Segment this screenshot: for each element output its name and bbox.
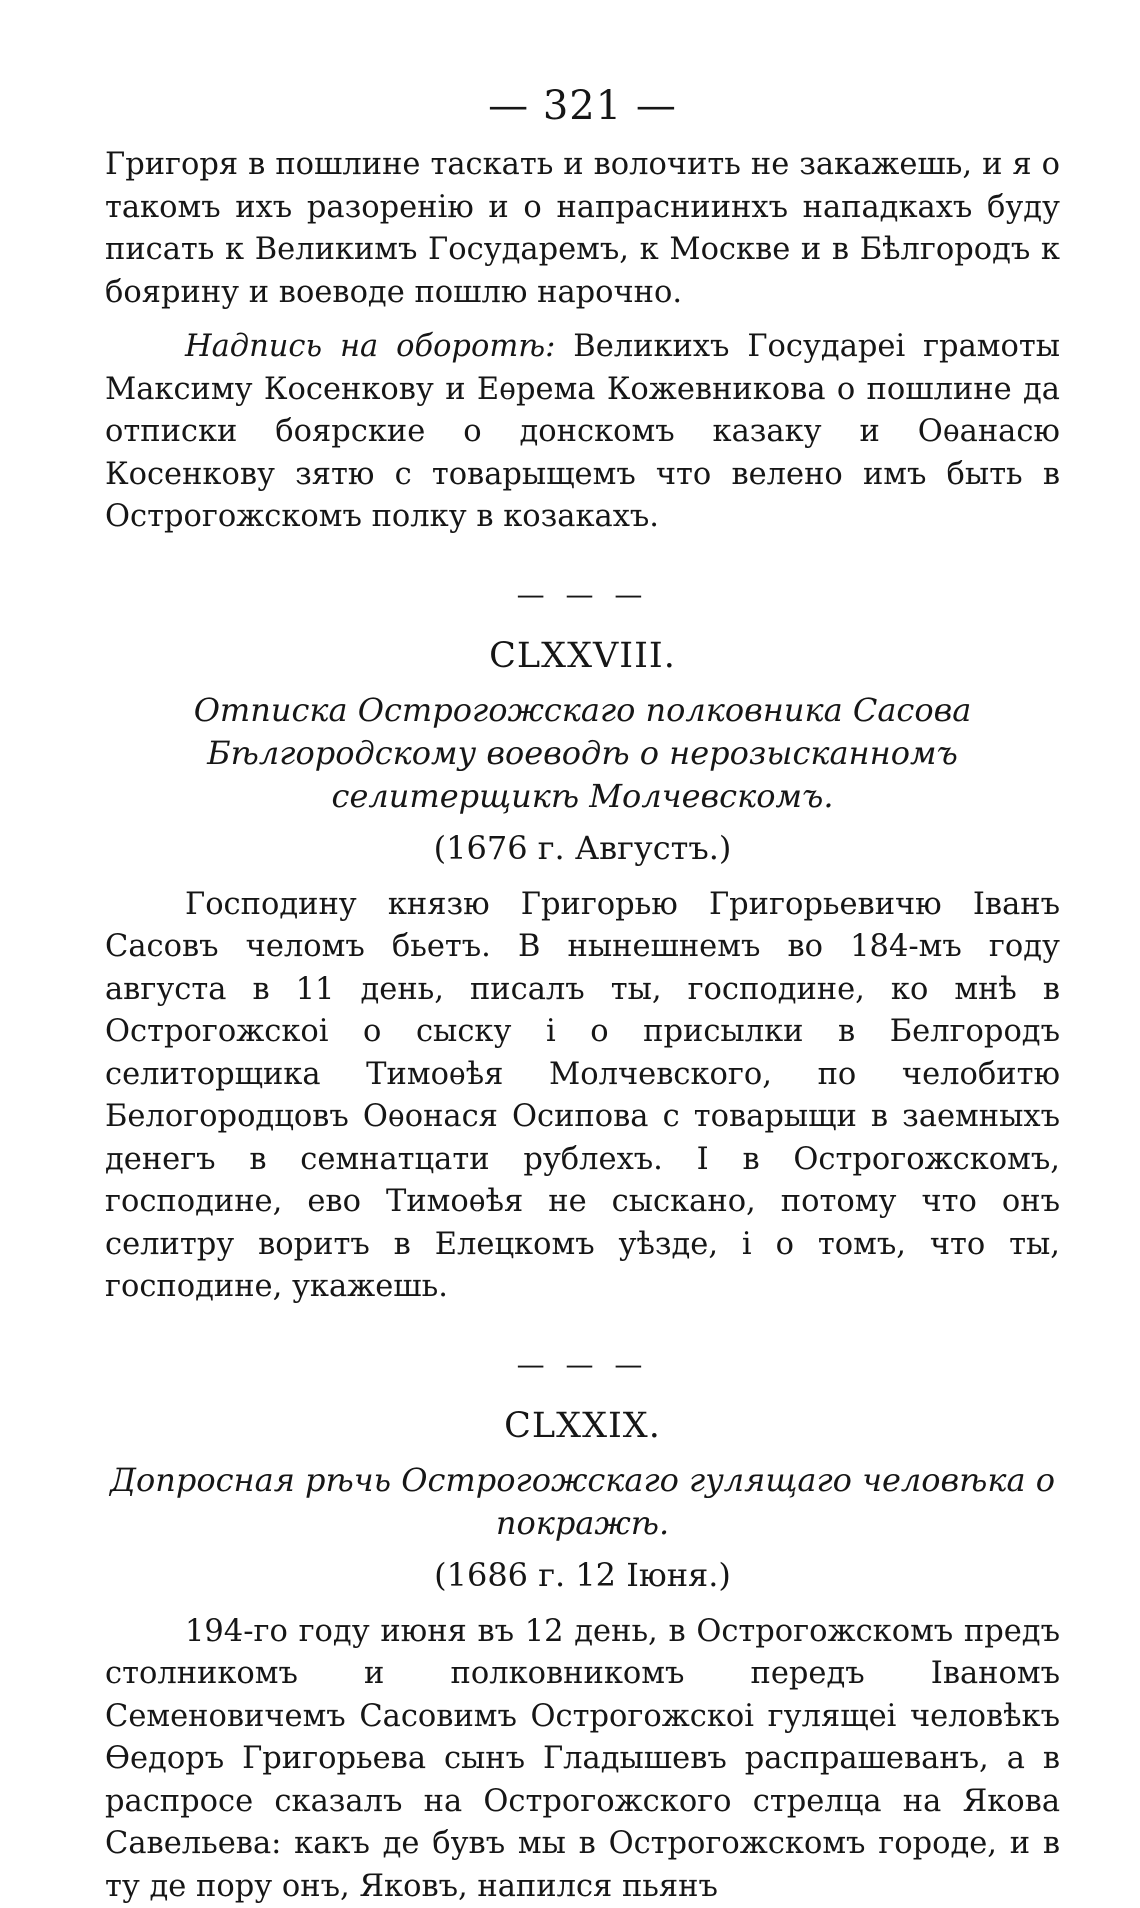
section-clxxviii xyxy=(105,579,1060,1309)
section-body: 194-го году июня въ 12 день, в Острогожскомъ предъ столникомъ и полковникомъ передъ Іваномъ Семеновичемъ Сасовимъ Острогожскоі гулящеі человѣкъ Ѳедоръ Григорьева сынъ Гладышевъ распрашеванъ, а в распросе сказалъ на Острогожского стрелца на Якова Савельева: какъ де бувъ мы в Острогожскомъ городе, и в ту де пору онъ, Яковъ, напился пьянъ xyxy=(105,1611,1060,1908)
section-number: CLXXVIII. xyxy=(105,633,1060,679)
section-body: Господину князю Григорью Григорьевичю Іванъ Сасовъ челомъ бьетъ. В нынешнемъ во 184-мъ году августа в 11 день, писалъ ты, господине, ко мнѣ в Острогожскоі о сыску і о присылки в Белгородъ селиторщика Тимоѳѣя Молчевского, по челобитю Белогородцовъ Оѳонася Осипова с товарыщи в заемныхъ денегъ в семнатцати рублехъ. І в Острогожскомъ, господине, ево Тимоѳѣя не сыскано, потому что онъ селитру воритъ в Елецкомъ уѣзде, і о томъ, что ты, господине, укажешь. xyxy=(105,884,1060,1309)
section-date: (1686 г. 12 Іюня.) xyxy=(105,1553,1060,1597)
intro-paragraph: Григоря в пошлине таскать и волочить не закажешь, и я о такомъ ихъ разоренію и о напрасниинхъ нападкахъ буду писать к Великимъ Государемъ, к Москве и в Бѣлгородъ к боярину и воеводе пошлю нарочно. xyxy=(105,144,1060,314)
section-title: Допросная рѣчь Острогожскаго гулящаго человѣка о покражѣ. xyxy=(105,1459,1060,1545)
section-divider: — — — xyxy=(105,1349,1060,1381)
section-divider: — — — xyxy=(105,579,1060,611)
page-number: — 321 — xyxy=(105,80,1060,132)
document-page xyxy=(105,80,1060,1908)
section-number: CLXXIX. xyxy=(105,1403,1060,1449)
section-title: Отписка Острогожскаго полковника Сасова Бѣлгородскому воеводѣ о нерозысканномъ селитерщикѣ Молчевскомъ. xyxy=(105,689,1060,818)
section-clxxix xyxy=(105,1349,1060,1908)
inscription-label: Надпись на оборотѣ: xyxy=(185,329,555,364)
inscription-text: Великихъ Государеі грамоты Максиму Косенкову и Еѳрема Кожевникова о пошлине да отписки боярские о донскомъ казаку и Оѳанасю Косенкову зятю с товарыщемъ что велено имъ быть в Острогожскомъ полку в козакахъ. xyxy=(105,329,1060,534)
inscription-paragraph xyxy=(105,326,1060,539)
section-date: (1676 г. Августъ.) xyxy=(105,826,1060,870)
